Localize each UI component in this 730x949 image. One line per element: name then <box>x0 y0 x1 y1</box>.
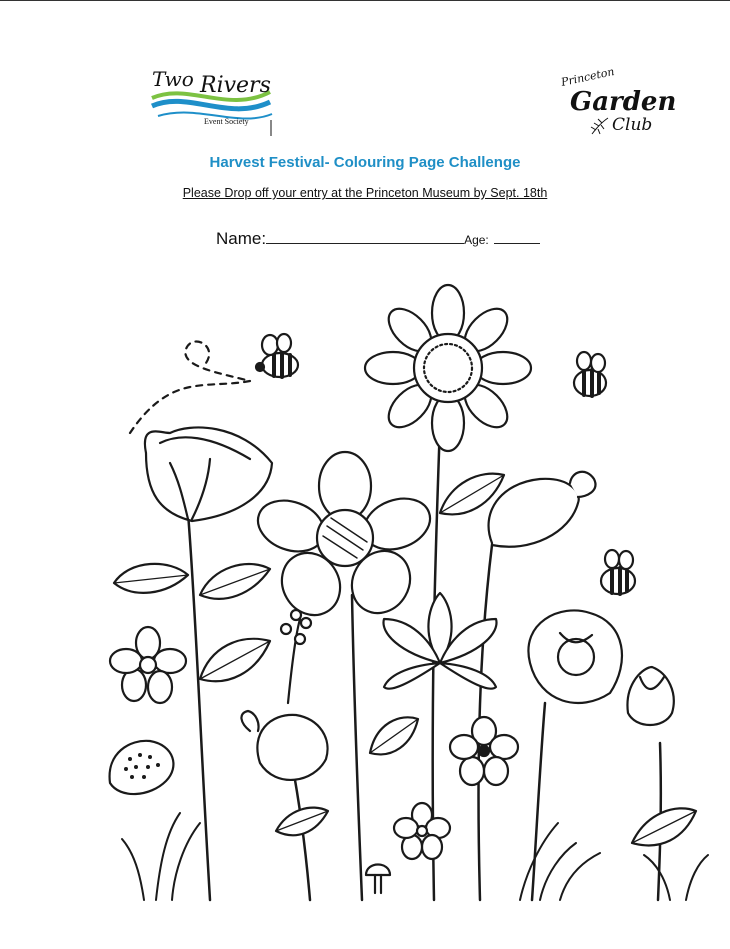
small-flower-icon <box>450 717 518 785</box>
dropoff-notice: Please Drop off your entry at the Princeton Museum by Sept. 18th <box>182 186 548 200</box>
flower-bud-icon <box>627 667 673 725</box>
anemone-icon <box>528 610 622 703</box>
leaf-icon <box>370 717 418 754</box>
small-flower-icon <box>110 627 186 703</box>
garden-club-logo <box>552 64 677 138</box>
two-rivers-logo <box>148 62 274 136</box>
small-flower-icon <box>394 803 450 859</box>
rosehip-icon <box>241 711 327 780</box>
bee-icon <box>601 550 635 594</box>
entry-form-line <box>216 229 540 249</box>
bee-flight-path <box>130 342 250 433</box>
logo-right-top: Princeton <box>559 64 616 89</box>
leaf-icon <box>200 639 270 681</box>
logo-right-bottom: Club <box>612 115 653 135</box>
leaf-icon <box>276 808 328 836</box>
age-label: Age: <box>464 233 489 247</box>
page-title: Harvest Festival- Colouring Page Challenge <box>209 154 521 171</box>
lily-icon <box>383 593 496 689</box>
leaf-icon <box>200 564 270 599</box>
mushroom-icon <box>366 865 390 894</box>
poppy-icon <box>145 427 272 521</box>
daisy-icon <box>251 452 437 626</box>
bee-icon <box>574 352 606 396</box>
seed-pod-icon <box>110 741 174 794</box>
name-label: Name: <box>216 229 267 248</box>
top-border-line <box>0 0 730 1</box>
name-field[interactable] <box>266 242 464 244</box>
fern-icon <box>591 118 608 134</box>
berry-sprig-icon <box>281 610 311 703</box>
leaf-icon <box>632 808 696 845</box>
logo-right-middle: Garden <box>570 87 677 117</box>
tulip-icon <box>489 472 596 547</box>
logo-left-name2: Rivers <box>200 73 271 98</box>
bee-icon <box>256 334 298 377</box>
colouring-illustration <box>100 283 710 900</box>
leaf-icon <box>114 564 188 593</box>
logo-left-tagline: Event Society <box>204 117 249 126</box>
age-field[interactable] <box>494 242 540 244</box>
logo-left-name1: Two <box>152 67 194 91</box>
sunflower-icon <box>365 285 531 451</box>
